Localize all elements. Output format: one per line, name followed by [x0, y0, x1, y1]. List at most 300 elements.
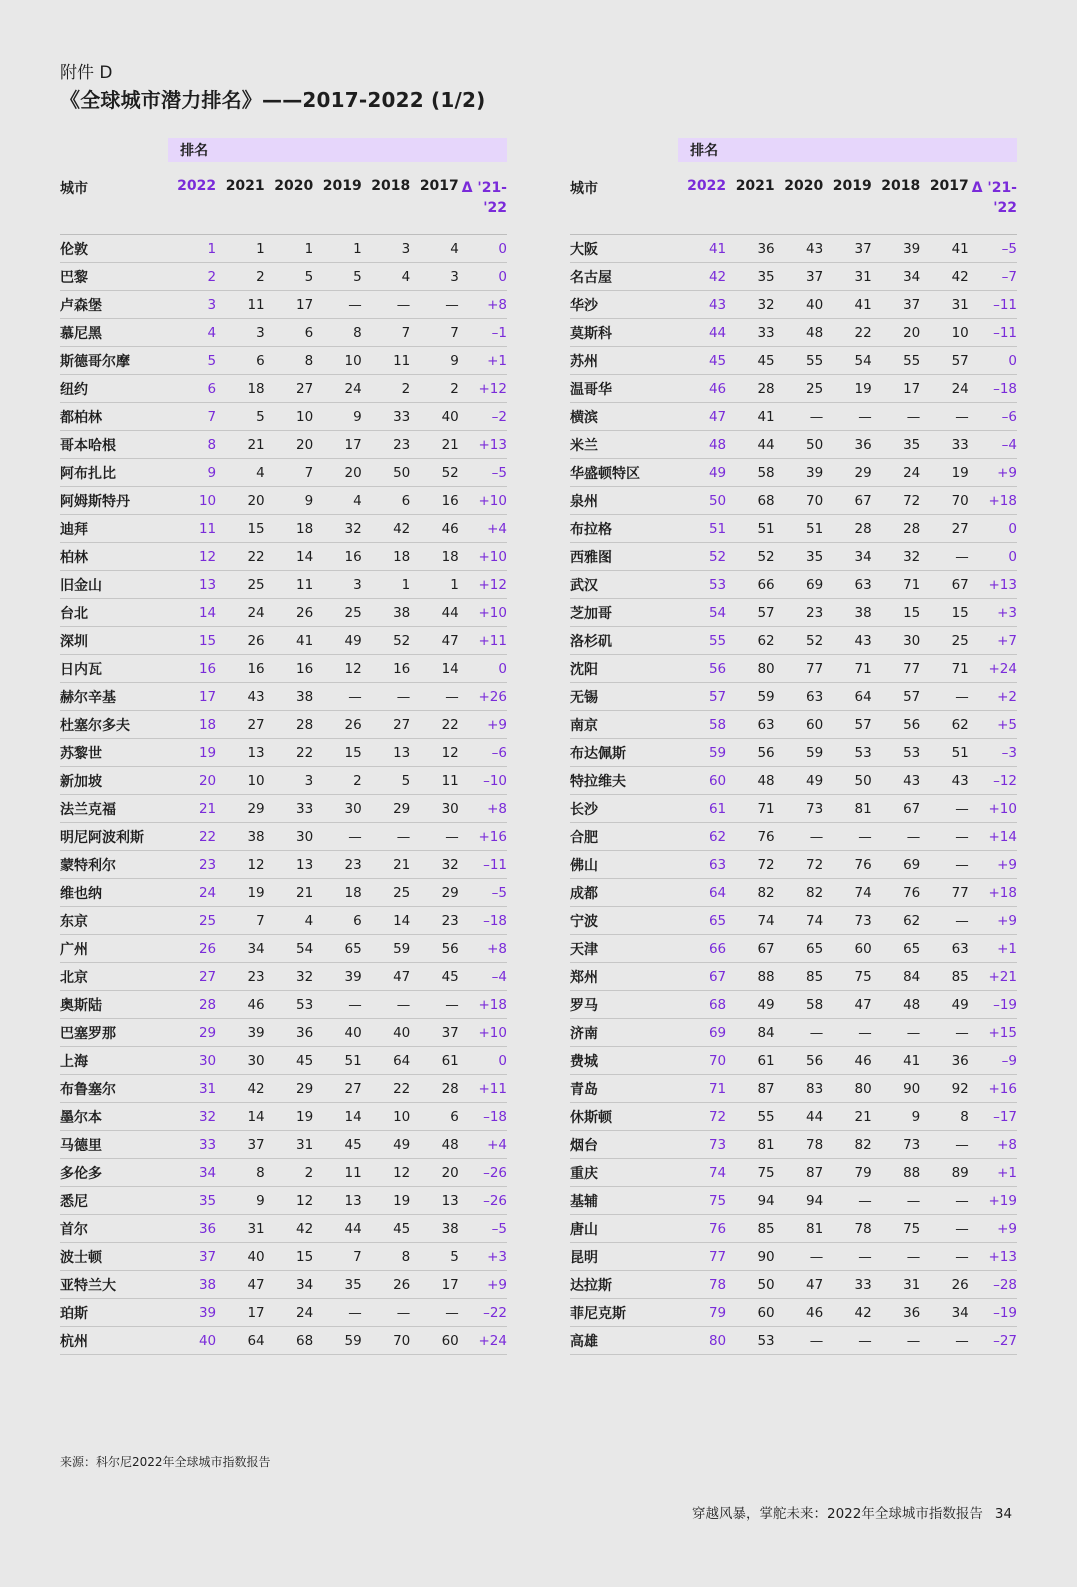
- table-row: [60, 1159, 507, 1187]
- rank-2017-cell: 10: [920, 319, 969, 347]
- rank-2021-cell: 27: [216, 711, 265, 739]
- rank-2020-cell: 42: [265, 1215, 314, 1243]
- rank-2020-cell: 21: [265, 879, 314, 907]
- city-cell: 明尼阿波利斯: [60, 823, 168, 851]
- rank-2017-cell: 42: [920, 263, 969, 291]
- rank-2021-cell: 10: [216, 767, 265, 795]
- rank-2018-cell: 16: [362, 655, 411, 683]
- table-row: [570, 879, 1017, 907]
- rank-2018-cell: 5: [362, 767, 411, 795]
- city-cell: 合肥: [570, 823, 678, 851]
- rank-delta-cell: 0: [969, 515, 1017, 543]
- rank-2018-cell: —: [362, 1299, 411, 1327]
- rank-2022-cell: 35: [168, 1187, 216, 1215]
- table-row: [570, 599, 1017, 627]
- city-cell: 泉州: [570, 487, 678, 515]
- rank-2021-cell: 50: [726, 1271, 775, 1299]
- rank-delta-cell: +16: [459, 823, 507, 851]
- rank-2019-cell: 82: [823, 1131, 872, 1159]
- rank-2021-cell: 34: [216, 935, 265, 963]
- rank-2019-cell: 81: [823, 795, 872, 823]
- rank-2018-cell: —: [872, 403, 921, 431]
- rank-2020-cell: 70: [775, 487, 824, 515]
- rank-2018-cell: 69: [872, 851, 921, 879]
- rank-2017-cell: —: [920, 795, 969, 823]
- rank-2021-cell: 47: [216, 1271, 265, 1299]
- rank-2021-cell: 13: [216, 739, 265, 767]
- rank-2021-cell: 59: [726, 683, 775, 711]
- table-row: [60, 263, 507, 291]
- rank-2022-cell: 57: [678, 683, 726, 711]
- rank-2021-cell: 88: [726, 963, 775, 991]
- rank-delta-cell: –27: [969, 1327, 1017, 1355]
- city-cell: 巴黎: [60, 263, 168, 291]
- rank-2022-cell: 7: [168, 403, 216, 431]
- rank-2018-cell: 18: [362, 543, 411, 571]
- rank-delta-cell: +9: [969, 851, 1017, 879]
- rank-2022-cell: 77: [678, 1243, 726, 1271]
- rank-2019-cell: —: [313, 683, 362, 711]
- rank-2019-cell: 39: [313, 963, 362, 991]
- rank-delta-cell: +8: [969, 1131, 1017, 1159]
- table-row: [60, 683, 507, 711]
- table-row: [570, 515, 1017, 543]
- city-cell: 名古屋: [570, 263, 678, 291]
- rank-2021-cell: 68: [726, 487, 775, 515]
- rank-2019-cell: 51: [313, 1047, 362, 1075]
- rank-delta-cell: –26: [459, 1187, 507, 1215]
- rank-2022-cell: 41: [678, 235, 726, 263]
- table-row: [570, 1103, 1017, 1131]
- table-row: [60, 1243, 507, 1271]
- rank-2018-cell: 53: [872, 739, 921, 767]
- rank-2022-cell: 25: [168, 907, 216, 935]
- rank-2017-cell: 20: [410, 1159, 459, 1187]
- rank-2018-cell: 19: [362, 1187, 411, 1215]
- rank-2018-cell: 17: [872, 375, 921, 403]
- rank-2019-cell: 76: [823, 851, 872, 879]
- rank-2021-cell: 29: [216, 795, 265, 823]
- rank-2020-cell: 37: [775, 263, 824, 291]
- rank-2019-cell: 8: [313, 319, 362, 347]
- rank-delta-cell: +24: [459, 1327, 507, 1355]
- rank-2021-cell: 12: [216, 851, 265, 879]
- city-cell: 沈阳: [570, 655, 678, 683]
- band-spacer: [60, 138, 168, 162]
- rank-2018-cell: 65: [872, 935, 921, 963]
- rank-2019-cell: 1: [313, 235, 362, 263]
- city-cell: 温哥华: [570, 375, 678, 403]
- rank-2019-cell: 50: [823, 767, 872, 795]
- rank-2022-cell: 64: [678, 879, 726, 907]
- table-row: [60, 627, 507, 655]
- rank-2019-cell: 16: [313, 543, 362, 571]
- rank-2021-cell: 31: [216, 1215, 265, 1243]
- rank-2018-cell: 76: [872, 879, 921, 907]
- rank-2022-cell: 9: [168, 459, 216, 487]
- rank-2018-cell: —: [362, 291, 411, 319]
- rank-2017-cell: —: [920, 1187, 969, 1215]
- city-cell: 马德里: [60, 1131, 168, 1159]
- rank-2021-cell: 82: [726, 879, 775, 907]
- table-row: [60, 851, 507, 879]
- rank-2017-cell: —: [920, 907, 969, 935]
- city-cell: 纽约: [60, 375, 168, 403]
- city-cell: 天津: [570, 935, 678, 963]
- rank-2019-cell: 36: [823, 431, 872, 459]
- rank-2020-cell: 24: [265, 1299, 314, 1327]
- rank-2017-cell: 48: [410, 1131, 459, 1159]
- city-cell: 北京: [60, 963, 168, 991]
- rank-2019-cell: —: [823, 1327, 872, 1355]
- rank-2018-cell: 42: [362, 515, 411, 543]
- rank-2021-cell: 90: [726, 1243, 775, 1271]
- rank-2017-cell: 51: [920, 739, 969, 767]
- rank-delta-cell: –11: [459, 851, 507, 879]
- rank-2022-cell: 65: [678, 907, 726, 935]
- rank-2019-cell: 22: [823, 319, 872, 347]
- rank-2018-cell: 10: [362, 1103, 411, 1131]
- year-header-2020: 2020: [265, 162, 314, 235]
- city-header: 城市: [570, 162, 678, 235]
- delta-header-line2: '22: [993, 200, 1017, 216]
- rank-2021-cell: 17: [216, 1299, 265, 1327]
- rank-delta-cell: +18: [459, 991, 507, 1019]
- city-cell: 烟台: [570, 1131, 678, 1159]
- rank-2021-cell: 74: [726, 907, 775, 935]
- city-cell: 亚特兰大: [60, 1271, 168, 1299]
- city-cell: 宁波: [570, 907, 678, 935]
- city-cell: 伦敦: [60, 235, 168, 263]
- rank-2020-cell: 9: [265, 487, 314, 515]
- table-row: [60, 739, 507, 767]
- table-row: [570, 767, 1017, 795]
- rank-2017-cell: 52: [410, 459, 459, 487]
- rank-delta-cell: +8: [459, 935, 507, 963]
- rank-2022-cell: 28: [168, 991, 216, 1019]
- rank-delta-cell: –7: [969, 263, 1017, 291]
- rank-2019-cell: 29: [823, 459, 872, 487]
- rank-delta-cell: 0: [459, 655, 507, 683]
- rank-2022-cell: 78: [678, 1271, 726, 1299]
- city-cell: 柏林: [60, 543, 168, 571]
- city-cell: 成都: [570, 879, 678, 907]
- rank-2018-cell: —: [362, 823, 411, 851]
- rank-2017-cell: 8: [920, 1103, 969, 1131]
- rank-2019-cell: 67: [823, 487, 872, 515]
- rank-2019-cell: 49: [313, 627, 362, 655]
- table-row: [570, 431, 1017, 459]
- city-cell: 大阪: [570, 235, 678, 263]
- rank-2017-cell: 12: [410, 739, 459, 767]
- rank-delta-cell: –4: [459, 963, 507, 991]
- rank-2022-cell: 12: [168, 543, 216, 571]
- rank-2018-cell: 30: [872, 627, 921, 655]
- rank-2019-cell: 25: [313, 599, 362, 627]
- rank-2020-cell: 10: [265, 403, 314, 431]
- city-cell: 新加坡: [60, 767, 168, 795]
- table-row: [60, 571, 507, 599]
- rank-2020-cell: 87: [775, 1159, 824, 1187]
- rank-2022-cell: 61: [678, 795, 726, 823]
- year-header-2018: 2018: [362, 162, 411, 235]
- rank-2020-cell: 2: [265, 1159, 314, 1187]
- rank-2017-cell: 21: [410, 431, 459, 459]
- rank-2019-cell: 9: [313, 403, 362, 431]
- table-row: [570, 1187, 1017, 1215]
- rank-delta-cell: –5: [969, 235, 1017, 263]
- city-cell: 横滨: [570, 403, 678, 431]
- rank-2021-cell: 84: [726, 1019, 775, 1047]
- rank-2021-cell: 16: [216, 655, 265, 683]
- table-row: [60, 795, 507, 823]
- rank-2019-cell: 20: [313, 459, 362, 487]
- rank-2018-cell: 15: [872, 599, 921, 627]
- city-cell: 赫尔辛基: [60, 683, 168, 711]
- rank-2019-cell: 21: [823, 1103, 872, 1131]
- rank-2021-cell: 33: [726, 319, 775, 347]
- rank-2017-cell: 36: [920, 1047, 969, 1075]
- rank-2022-cell: 36: [168, 1215, 216, 1243]
- rank-delta-cell: +3: [459, 1243, 507, 1271]
- city-cell: 斯德哥尔摩: [60, 347, 168, 375]
- rank-2021-cell: 21: [216, 431, 265, 459]
- rank-delta-cell: +3: [969, 599, 1017, 627]
- rank-delta-cell: –5: [459, 879, 507, 907]
- rank-2020-cell: 48: [775, 319, 824, 347]
- rank-2022-cell: 44: [678, 319, 726, 347]
- rank-2021-cell: 61: [726, 1047, 775, 1075]
- rank-delta-cell: +11: [459, 1075, 507, 1103]
- city-cell: 南京: [570, 711, 678, 739]
- rank-2018-cell: 8: [362, 1243, 411, 1271]
- table-row: [60, 1327, 507, 1355]
- year-header-2022: 2022: [168, 162, 216, 235]
- rank-2022-cell: 66: [678, 935, 726, 963]
- year-header-2020: 2020: [775, 162, 824, 235]
- rank-2021-cell: 36: [726, 235, 775, 263]
- rank-2022-cell: 33: [168, 1131, 216, 1159]
- city-cell: 旧金山: [60, 571, 168, 599]
- rank-delta-cell: +1: [969, 1159, 1017, 1187]
- table-row: [570, 907, 1017, 935]
- rank-2022-cell: 24: [168, 879, 216, 907]
- rank-2018-cell: 28: [872, 515, 921, 543]
- rank-2018-cell: 11: [362, 347, 411, 375]
- rank-2021-cell: 1: [216, 235, 265, 263]
- year-header-2017: 2017: [410, 162, 459, 235]
- rank-2018-cell: 38: [362, 599, 411, 627]
- rank-2022-cell: 56: [678, 655, 726, 683]
- rank-2018-cell: 73: [872, 1131, 921, 1159]
- rank-2021-cell: 72: [726, 851, 775, 879]
- rank-2021-cell: 8: [216, 1159, 265, 1187]
- rank-2018-cell: 52: [362, 627, 411, 655]
- page-number: 34: [994, 1506, 1013, 1522]
- table-row: [570, 1271, 1017, 1299]
- rank-delta-cell: –2: [459, 403, 507, 431]
- rank-2021-cell: 23: [216, 963, 265, 991]
- rank-2020-cell: 23: [775, 599, 824, 627]
- rank-2018-cell: 34: [872, 263, 921, 291]
- rank-2018-cell: —: [872, 1019, 921, 1047]
- rank-2018-cell: 26: [362, 1271, 411, 1299]
- rank-delta-cell: +14: [969, 823, 1017, 851]
- rank-2022-cell: 55: [678, 627, 726, 655]
- rank-2017-cell: 1: [410, 571, 459, 599]
- rank-2020-cell: 35: [775, 543, 824, 571]
- table-row: [570, 571, 1017, 599]
- city-cell: 巴塞罗那: [60, 1019, 168, 1047]
- rank-2017-cell: —: [920, 1327, 969, 1355]
- rank-2017-cell: 17: [410, 1271, 459, 1299]
- rank-2018-cell: 31: [872, 1271, 921, 1299]
- rank-2018-cell: 49: [362, 1131, 411, 1159]
- rank-2019-cell: 60: [823, 935, 872, 963]
- table-row: [60, 1019, 507, 1047]
- rank-2020-cell: 94: [775, 1187, 824, 1215]
- table-row: [570, 403, 1017, 431]
- rank-2020-cell: 32: [265, 963, 314, 991]
- rank-2021-cell: 35: [726, 263, 775, 291]
- rank-delta-cell: +9: [969, 1215, 1017, 1243]
- rank-delta-cell: –22: [459, 1299, 507, 1327]
- rank-2019-cell: 44: [313, 1215, 362, 1243]
- rank-2022-cell: 37: [168, 1243, 216, 1271]
- rank-2019-cell: 23: [313, 851, 362, 879]
- rank-2021-cell: 15: [216, 515, 265, 543]
- table-row: [570, 795, 1017, 823]
- rank-2017-cell: 43: [920, 767, 969, 795]
- rank-2018-cell: 4: [362, 263, 411, 291]
- rank-2017-cell: 34: [920, 1299, 969, 1327]
- rank-2017-cell: 67: [920, 571, 969, 599]
- rank-2022-cell: 3: [168, 291, 216, 319]
- rank-delta-cell: –11: [969, 291, 1017, 319]
- rank-2020-cell: 15: [265, 1243, 314, 1271]
- rank-delta-cell: +21: [969, 963, 1017, 991]
- rank-2017-cell: 47: [410, 627, 459, 655]
- rank-2017-cell: 56: [410, 935, 459, 963]
- rank-2018-cell: 59: [362, 935, 411, 963]
- table-row: [570, 739, 1017, 767]
- rank-2018-cell: 12: [362, 1159, 411, 1187]
- rank-2020-cell: 34: [265, 1271, 314, 1299]
- table-row: [60, 963, 507, 991]
- rank-2019-cell: 57: [823, 711, 872, 739]
- rank-delta-cell: 0: [459, 263, 507, 291]
- footer-text: 穿越风暴，掌舵未来：2022年全球城市指数报告: [692, 1506, 983, 1522]
- table-row: [570, 1131, 1017, 1159]
- rank-delta-cell: 0: [969, 347, 1017, 375]
- rank-2021-cell: 22: [216, 543, 265, 571]
- rank-2019-cell: 80: [823, 1075, 872, 1103]
- delta-header-line1: Δ '21-: [971, 180, 1017, 196]
- rank-2019-cell: 17: [313, 431, 362, 459]
- rank-delta-cell: –5: [459, 459, 507, 487]
- rank-2021-cell: 2: [216, 263, 265, 291]
- rank-2021-cell: 67: [726, 935, 775, 963]
- rank-2022-cell: 26: [168, 935, 216, 963]
- rank-2019-cell: —: [313, 823, 362, 851]
- rank-2021-cell: 46: [216, 991, 265, 1019]
- rank-2021-cell: 62: [726, 627, 775, 655]
- rank-2018-cell: 57: [872, 683, 921, 711]
- rank-2018-cell: 72: [872, 487, 921, 515]
- page-footer: [692, 1502, 1012, 1522]
- year-header-2022: 2022: [678, 162, 726, 235]
- rank-2019-cell: 63: [823, 571, 872, 599]
- rank-2020-cell: 7: [265, 459, 314, 487]
- appendix-label: 附件 D: [60, 63, 113, 83]
- rank-2021-cell: 44: [726, 431, 775, 459]
- ranking-table-right: [570, 138, 1017, 1355]
- city-cell: 华盛顿特区: [570, 459, 678, 487]
- rank-2019-cell: 35: [313, 1271, 362, 1299]
- rank-2020-cell: 47: [775, 1271, 824, 1299]
- table-row: [60, 1271, 507, 1299]
- rank-2021-cell: 11: [216, 291, 265, 319]
- band-spacer: [570, 138, 678, 162]
- rank-2017-cell: 44: [410, 599, 459, 627]
- rank-delta-cell: –18: [459, 1103, 507, 1131]
- rank-2021-cell: 43: [216, 683, 265, 711]
- rank-delta-cell: +13: [969, 571, 1017, 599]
- rank-2021-cell: 37: [216, 1131, 265, 1159]
- rank-delta-cell: –10: [459, 767, 507, 795]
- rank-2022-cell: 60: [678, 767, 726, 795]
- table-row: [570, 375, 1017, 403]
- rank-2021-cell: 81: [726, 1131, 775, 1159]
- rank-2020-cell: 27: [265, 375, 314, 403]
- table-row: [60, 767, 507, 795]
- rank-2022-cell: 16: [168, 655, 216, 683]
- rank-2017-cell: 28: [410, 1075, 459, 1103]
- rank-2021-cell: 80: [726, 655, 775, 683]
- rank-2017-cell: —: [920, 1019, 969, 1047]
- rank-2018-cell: 13: [362, 739, 411, 767]
- rank-delta-cell: +10: [969, 795, 1017, 823]
- page-title: 《全球城市潜力排名》——2017-2022 (1/2): [60, 88, 486, 112]
- rank-2017-cell: 18: [410, 543, 459, 571]
- rank-2020-cell: 51: [775, 515, 824, 543]
- rank-delta-cell: +10: [459, 487, 507, 515]
- delta-header: [459, 162, 507, 235]
- rank-2021-cell: 76: [726, 823, 775, 851]
- table-row: [570, 1215, 1017, 1243]
- rank-delta-cell: +4: [459, 515, 507, 543]
- rank-2017-cell: 41: [920, 235, 969, 263]
- city-cell: 罗马: [570, 991, 678, 1019]
- rank-delta-cell: –18: [459, 907, 507, 935]
- rank-2021-cell: 71: [726, 795, 775, 823]
- rank-2022-cell: 2: [168, 263, 216, 291]
- table-row: [570, 543, 1017, 571]
- rank-2020-cell: 72: [775, 851, 824, 879]
- rank-2020-cell: 19: [265, 1103, 314, 1131]
- ranking-table-left: [60, 138, 507, 1355]
- city-cell: 布达佩斯: [570, 739, 678, 767]
- rank-2021-cell: 25: [216, 571, 265, 599]
- year-header-2018: 2018: [872, 162, 921, 235]
- rank-delta-cell: –9: [969, 1047, 1017, 1075]
- rank-2018-cell: 7: [362, 319, 411, 347]
- rank-2021-cell: 6: [216, 347, 265, 375]
- city-cell: 长沙: [570, 795, 678, 823]
- rank-2022-cell: 53: [678, 571, 726, 599]
- rank-2021-cell: 39: [216, 1019, 265, 1047]
- table-row: [570, 627, 1017, 655]
